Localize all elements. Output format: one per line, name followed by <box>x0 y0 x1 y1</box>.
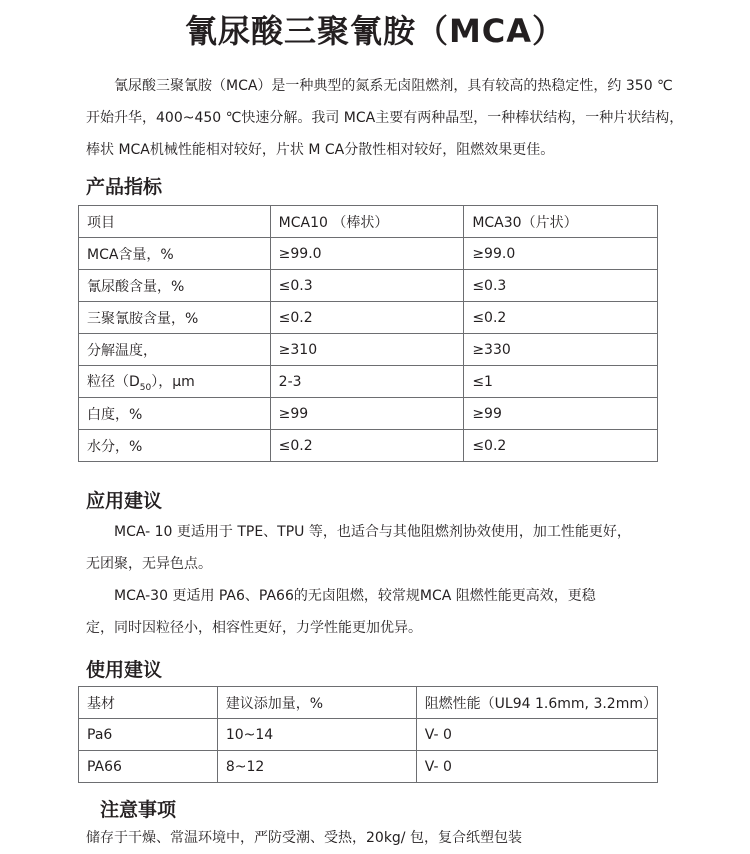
usage-cell-dosage: 10~14 <box>217 719 416 751</box>
spec-header-row <box>79 206 658 238</box>
spec-cell-mca10: ≥310 <box>270 334 464 366</box>
spec-cell-mca10: ≤0.2 <box>270 430 464 462</box>
spec-cell-mca10: ≤0.3 <box>270 270 464 302</box>
application-p2-line-2: 定，同时因粒径小，相容性更好，力学性能更加优异。 <box>86 620 422 636</box>
intro-line-2: 开始升华，400~450 ℃快速分解。我司 MCA主要有两种晶型，一种棒状结构，一种片状结构， <box>86 110 684 126</box>
spec-cell-label: 氰尿酸含量，% <box>79 270 271 302</box>
spec-header-mca10: MCA10 （棒状） <box>270 206 464 238</box>
spec-cell-label: 水分，% <box>79 430 271 462</box>
particle-label-prefix: 粒径（D <box>87 373 140 390</box>
spec-cell-label: MCA含量，% <box>79 238 271 270</box>
spec-cell-mca30: ≥99.0 <box>464 238 658 270</box>
page-title: 氰尿酸三聚氰胺（MCA） <box>184 12 566 50</box>
usage-cell-rating: V- 0 <box>416 719 657 751</box>
intro-line-3: 棒状 MCA机械性能相对较好，片状 M CA分散性相对较好，阻燃效果更佳。 <box>86 142 555 158</box>
table-row <box>79 366 658 398</box>
application-p2-line-1: MCA-30 更适用 PA6、PA66的无卤阻燃，较常规MCA 阻燃性能更高效，更稳 <box>114 588 596 604</box>
spec-cell-mca10: 2-3 <box>270 366 464 398</box>
application-paragraph <box>86 516 706 644</box>
table-row <box>79 270 658 302</box>
usage-header-row <box>79 687 658 719</box>
spec-cell-mca30: ≤1 <box>464 366 658 398</box>
intro-line-1: 氰尿酸三聚氰胺（MCA）是一种典型的氮系无卤阻燃剂，具有较高的热稳定性，约 350 ℃ <box>114 78 673 94</box>
application-p1-line-2: 无团聚，无异色点。 <box>86 556 212 572</box>
particle-label-suffix: ），μm <box>151 373 195 390</box>
table-row <box>79 238 658 270</box>
usage-cell-substrate: Pa6 <box>79 719 218 751</box>
application-p1-line-1: MCA- 10 更适用于 TPE、TPU 等，也适合与其他阻燃剂协效使用，加工性能更好， <box>114 524 631 540</box>
table-row <box>79 398 658 430</box>
table-row <box>79 302 658 334</box>
table-row <box>79 334 658 366</box>
usage-header-substrate: 基材 <box>79 687 218 719</box>
spec-cell-label: 白度，% <box>79 398 271 430</box>
usage-header-dosage: 建议添加量，% <box>217 687 416 719</box>
spec-cell-mca10: ≥99.0 <box>270 238 464 270</box>
notice-heading: 注意事项 <box>100 799 177 821</box>
table-row <box>79 430 658 462</box>
spec-cell-mca30: ≤0.2 <box>464 302 658 334</box>
spec-cell-label: 分解温度， <box>79 334 271 366</box>
spec-header-mca30: MCA30（片状） <box>464 206 658 238</box>
spec-cell-label: 三聚氰胺含量，% <box>79 302 271 334</box>
particle-label-subscript: 50 <box>139 382 152 393</box>
table-row <box>79 751 658 783</box>
usage-cell-substrate: PA66 <box>79 751 218 783</box>
spec-cell-mca30: ≤0.3 <box>464 270 658 302</box>
spec-cell-mca30: ≥330 <box>464 334 658 366</box>
usage-cell-dosage: 8~12 <box>217 751 416 783</box>
spec-header-item: 项目 <box>79 206 271 238</box>
intro-paragraph <box>86 70 686 166</box>
spec-cell-mca30: ≥99 <box>464 398 658 430</box>
spec-cell-label <box>79 366 271 398</box>
spec-cell-mca10: ≤0.2 <box>270 302 464 334</box>
spec-cell-mca30: ≤0.2 <box>464 430 658 462</box>
table-row <box>79 719 658 751</box>
spec-cell-mca10: ≥99 <box>270 398 464 430</box>
spec-heading: 产品指标 <box>86 176 163 198</box>
notice-text: 储存于干燥、常温环境中，严防受潮、受热，20kg/ 包，复合纸塑包装 <box>86 830 522 846</box>
spec-table <box>78 205 658 462</box>
usage-header-rating: 阻燃性能（UL94 1.6mm, 3.2mm） <box>416 687 657 719</box>
usage-heading: 使用建议 <box>86 659 163 681</box>
usage-table <box>78 686 658 783</box>
application-heading: 应用建议 <box>86 490 163 512</box>
usage-cell-rating: V- 0 <box>416 751 657 783</box>
